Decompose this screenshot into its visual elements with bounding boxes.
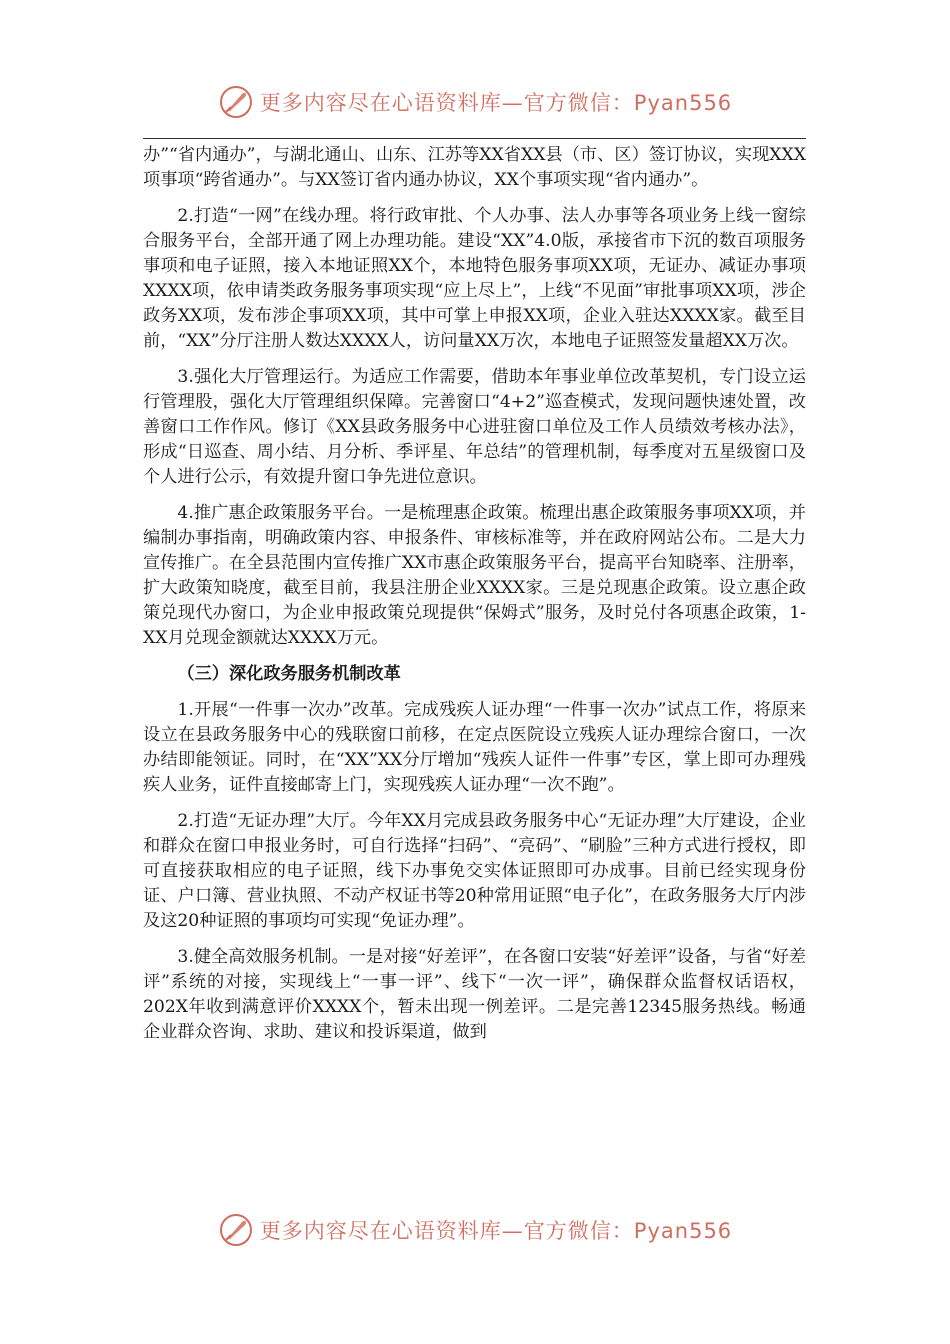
header-banner-text: 更多内容尽在心语资料库—官方微信：Pyan556 [259,91,733,115]
paragraph-policy-platform: 4.推广惠企政策服务平台。一是梳理惠企政策。梳理出惠企政策服务事项XX项，并编制办事指南，明确政策内容、申报条件、审核标准等，并在政府网站公布。二是大力宣传推广。在全县范围内宣传推广XX市惠企政策服务平台，提高平台知晓率、注册率，扩大政策知晓度，截至目前，我县注册企业XXXX家。三是兑现惠企政策。设立惠企政策兑现代办窗口，为企业申报政策兑现提供“保姆式”服务，及时兑付各项惠企政策，1-XX月兑现金额就达XXXX万元。 [143,503,806,648]
paragraph-hall-management: 3.强化大厅管理运行。为适应工作需要，借助本年事业单位改革契机，专门设立运行管理股，强化大厅管理组织保障。完善窗口“4+2”巡查模式，发现问题快速处置，改善窗口工作作风。修订《XX县政务服务中心进驻窗口单位及工作人员绩效考核办法》，形成“日巡查、周小结、月分析、季评星、年总结”的管理机制，每季度对五星级窗口及个人进行公示，有效提升窗口争先进位意识。 [143,367,806,487]
paragraph-one-thing-once: 1.开展“一件事一次办”改革。完成残疾人证办理“一件事一次办”试点工作，将原来设立在县政务服务中心的残联窗口前移，在定点医院设立残疾人证办理综合窗口，一次办结即能领证。同时，在“XX”XX分厅增加“残疾人证件一件事”专区，掌上即可办理残疾人业务，证件直接邮寄上门，实现残疾人证办理“一次不跑”。 [143,700,806,795]
paragraph-no-certificate-hall: 2.打造“无证办理”大厅。今年XX月完成县政务服务中心“无证办理”大厅建设，企业和群众在窗口申报业务时，可自行选择“扫码”、“亮码”、“刷脸”三种方式进行授权，即可直接获取相应的电子证照，线下办事免交实体证照即可办成事。目前已经实现身份证、户口簿、营业执照、不动产权证书等20种常用证照“电子化”，在政务服务大厅内涉及这20种证照的事项均可实现“免证办理”。 [143,811,806,931]
footer-banner-text: 更多内容尽在心语资料库—官方微信：Pyan556 [259,1219,733,1243]
paragraph-service-mechanism: 3.健全高效服务机制。一是对接“好差评”，在各窗口安装“好差评”设备，与省“好差评”系统的对接，实现线上“一事一评”、线下“一次一评”，确保群众监督权话语权，202X年收到满意评价XXXX个，暂未出现一例差评。二是完善12345服务热线。畅通企业群众咨询、求助、建议和投诉渠道，做到 [143,947,806,1042]
header-banner [0,80,950,124]
feather-pen-logo-icon [218,1212,254,1248]
paragraph-online-service: 2.打造“一网”在线办理。将行政审批、个人办事、法人办事等各项业务上线一窗综合服务平台，全部开通了网上办理功能。建设“XX”4.0版，承接省市下沉的数百项服务事项和电子证照，接入本地证照XX个，本地特色服务事项XX项，无证办、减证办事项XXXX项，依申请类政务服务事项实现“应上尽上”，上线“不见面”审批事项XX项，涉企政务XX项，发布涉企事项XX项，其中可掌上申报XX项，企业入驻达XXXX家。截至目前，“XX”分厅注册人数达XXXX人，访问量XX万次，本地电子证照签发量超XX万次。 [143,206,806,351]
footer-banner [0,1208,950,1252]
section-heading-three: （三）深化政务服务机制改革 [177,664,401,684]
paragraph-continued: 办”“省内通办”，与湖北通山、山东、江苏等XX省XX县（市、区）签订协议，实现XXX项事项“跨省通办”。与XX签订省内通办协议，XX个事项实现“省内通办”。 [143,145,806,190]
feather-pen-logo-icon [218,84,254,120]
header-divider [143,138,806,139]
document-body [143,143,806,1056]
